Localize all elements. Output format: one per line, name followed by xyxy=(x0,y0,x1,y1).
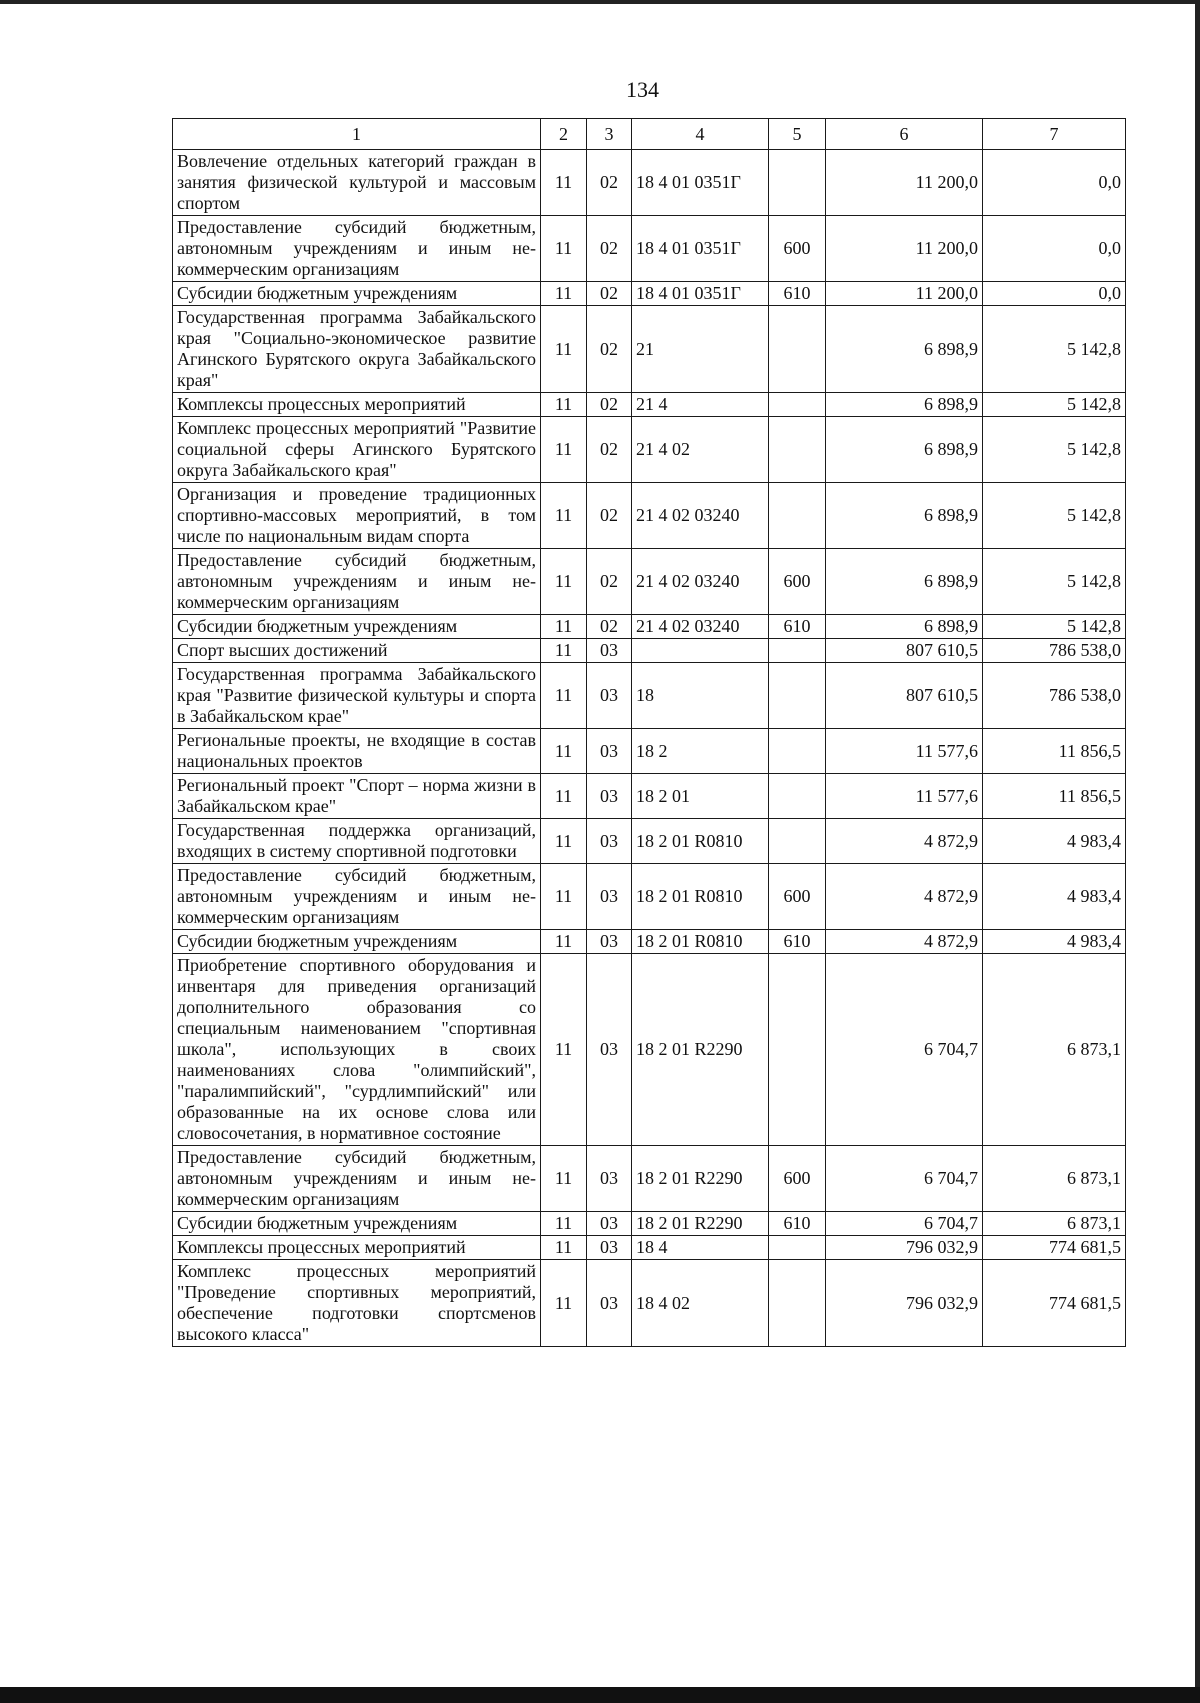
header-row xyxy=(173,119,1126,150)
table-row xyxy=(173,1236,1126,1260)
amount-year1-cell: 4 872,9 xyxy=(826,864,983,930)
target-item-cell: 21 4 02 03240 xyxy=(632,615,769,639)
section-cell: 11 xyxy=(541,1260,587,1347)
table-row xyxy=(173,930,1126,954)
expense-type-cell xyxy=(769,774,826,819)
target-item-cell: 18 2 01 R0810 xyxy=(632,930,769,954)
subsection-cell: 02 xyxy=(587,393,632,417)
table-row xyxy=(173,306,1126,393)
section-cell: 11 xyxy=(541,417,587,483)
table-row xyxy=(173,639,1126,663)
table-row xyxy=(173,1212,1126,1236)
target-item-cell: 18 2 01 R2290 xyxy=(632,954,769,1146)
scan-border-bottom xyxy=(0,1687,1200,1703)
expense-type-cell xyxy=(769,819,826,864)
amount-year2-cell: 786 538,0 xyxy=(983,663,1126,729)
expense-type-cell: 610 xyxy=(769,930,826,954)
target-item-cell: 18 xyxy=(632,663,769,729)
target-item-cell: 18 2 01 R2290 xyxy=(632,1146,769,1212)
row-name-cell: Субсидии бюджетным учреждениям xyxy=(173,930,541,954)
expense-type-cell: 610 xyxy=(769,615,826,639)
amount-year1-cell: 6 898,9 xyxy=(826,417,983,483)
table-row xyxy=(173,483,1126,549)
section-cell: 11 xyxy=(541,729,587,774)
subsection-cell: 03 xyxy=(587,1260,632,1347)
section-cell: 11 xyxy=(541,615,587,639)
amount-year2-cell: 4 983,4 xyxy=(983,819,1126,864)
target-item-cell: 21 4 02 xyxy=(632,417,769,483)
expense-type-cell: 600 xyxy=(769,216,826,282)
subsection-cell: 02 xyxy=(587,615,632,639)
section-cell: 11 xyxy=(541,393,587,417)
amount-year1-cell: 807 610,5 xyxy=(826,639,983,663)
row-name-cell: Предоставление субсидий бюджетным, автономным учреждениям и иным некоммерческим организациям xyxy=(173,1146,541,1212)
target-item-cell: 18 4 01 0351Г xyxy=(632,282,769,306)
row-name-cell: Субсидии бюджетным учреждениям xyxy=(173,615,541,639)
expense-type-cell: 610 xyxy=(769,282,826,306)
table-row xyxy=(173,417,1126,483)
amount-year2-cell: 5 142,8 xyxy=(983,306,1126,393)
subsection-cell: 03 xyxy=(587,1212,632,1236)
section-cell: 11 xyxy=(541,1236,587,1260)
section-cell: 11 xyxy=(541,663,587,729)
expense-type-cell xyxy=(769,417,826,483)
expense-type-cell xyxy=(769,663,826,729)
target-item-cell: 21 4 02 03240 xyxy=(632,483,769,549)
scan-border-right xyxy=(1195,0,1200,1703)
column-header: 6 xyxy=(826,119,983,150)
row-name-cell: Спорт высших достижений xyxy=(173,639,541,663)
amount-year1-cell: 4 872,9 xyxy=(826,819,983,864)
amount-year1-cell: 6 898,9 xyxy=(826,306,983,393)
subsection-cell: 03 xyxy=(587,819,632,864)
row-name-cell: Субсидии бюджетным учреждениям xyxy=(173,282,541,306)
target-item-cell xyxy=(632,639,769,663)
section-cell: 11 xyxy=(541,549,587,615)
section-cell: 11 xyxy=(541,774,587,819)
target-item-cell: 18 2 01 xyxy=(632,774,769,819)
subsection-cell: 03 xyxy=(587,930,632,954)
section-cell: 11 xyxy=(541,1212,587,1236)
expense-type-cell: 600 xyxy=(769,864,826,930)
target-item-cell: 18 4 02 xyxy=(632,1260,769,1347)
expense-type-cell xyxy=(769,483,826,549)
amount-year1-cell: 11 577,6 xyxy=(826,774,983,819)
table-row xyxy=(173,774,1126,819)
amount-year1-cell: 6 704,7 xyxy=(826,1212,983,1236)
row-name-cell: Государственная программа Забайкальского края "Развитие физической культуры и спорта в Забайкальском крае" xyxy=(173,663,541,729)
row-name-cell: Комплексы процессных мероприятий xyxy=(173,1236,541,1260)
target-item-cell: 21 4 02 03240 xyxy=(632,549,769,615)
amount-year1-cell: 11 577,6 xyxy=(826,729,983,774)
target-item-cell: 18 2 01 R0810 xyxy=(632,864,769,930)
expense-type-cell: 600 xyxy=(769,1146,826,1212)
subsection-cell: 03 xyxy=(587,1236,632,1260)
amount-year1-cell: 796 032,9 xyxy=(826,1236,983,1260)
row-name-cell: Региональные проекты, не входящие в состав национальных проектов xyxy=(173,729,541,774)
table-row xyxy=(173,729,1126,774)
amount-year2-cell: 5 142,8 xyxy=(983,393,1126,417)
amount-year2-cell: 11 856,5 xyxy=(983,774,1126,819)
row-name-cell: Комплексы процессных мероприятий xyxy=(173,393,541,417)
table-row xyxy=(173,1260,1126,1347)
table-row xyxy=(173,819,1126,864)
amount-year2-cell: 4 983,4 xyxy=(983,864,1126,930)
row-name-cell: Комплекс процессных мероприятий "Проведение спортивных мероприятий, обеспечение подготовки спортсменов высокого класса" xyxy=(173,1260,541,1347)
table-row xyxy=(173,1146,1126,1212)
column-header: 4 xyxy=(632,119,769,150)
row-name-cell: Организация и проведение традиционных спортивно-массовых мероприятий, в том числе по национальным видам спорта xyxy=(173,483,541,549)
subsection-cell: 03 xyxy=(587,663,632,729)
table-row xyxy=(173,954,1126,1146)
amount-year2-cell: 6 873,1 xyxy=(983,1146,1126,1212)
amount-year1-cell: 807 610,5 xyxy=(826,663,983,729)
subsection-cell: 02 xyxy=(587,282,632,306)
expense-type-cell xyxy=(769,639,826,663)
expense-type-cell xyxy=(769,729,826,774)
subsection-cell: 03 xyxy=(587,729,632,774)
table-row xyxy=(173,864,1126,930)
section-cell: 11 xyxy=(541,639,587,663)
amount-year1-cell: 11 200,0 xyxy=(826,282,983,306)
row-name-cell: Предоставление субсидий бюджетным, автономным учреждениям и иным некоммерческим организациям xyxy=(173,549,541,615)
amount-year2-cell: 5 142,8 xyxy=(983,615,1126,639)
table-row xyxy=(173,615,1126,639)
row-name-cell: Субсидии бюджетным учреждениям xyxy=(173,1212,541,1236)
target-item-cell: 18 2 01 R2290 xyxy=(632,1212,769,1236)
expense-type-cell xyxy=(769,306,826,393)
row-name-cell: Приобретение спортивного оборудования и инвентаря для приведения организаций дополнительного образования со специальным наименованием "спортивная школа", использующих в своих наименованиях слова "олимпийский", "паралимпийский", "сурдлимпийский" или образованные на их основе слова или словосочетания, в нормативное состояние xyxy=(173,954,541,1146)
subsection-cell: 03 xyxy=(587,639,632,663)
column-header: 7 xyxy=(983,119,1126,150)
budget-table xyxy=(172,118,1126,1347)
target-item-cell: 21 xyxy=(632,306,769,393)
target-item-cell: 18 4 01 0351Г xyxy=(632,216,769,282)
amount-year2-cell: 5 142,8 xyxy=(983,417,1126,483)
amount-year2-cell: 6 873,1 xyxy=(983,1212,1126,1236)
row-name-cell: Государственная поддержка организаций, входящих в систему спортивной подготовки xyxy=(173,819,541,864)
amount-year1-cell: 11 200,0 xyxy=(826,216,983,282)
table-row xyxy=(173,282,1126,306)
amount-year1-cell: 6 704,7 xyxy=(826,1146,983,1212)
row-name-cell: Предоставление субсидий бюджетным, автономным учреждениям и иным некоммерческим организациям xyxy=(173,216,541,282)
scan-border-top xyxy=(0,0,1200,4)
table-row xyxy=(173,663,1126,729)
amount-year1-cell: 6 898,9 xyxy=(826,483,983,549)
expense-type-cell xyxy=(769,150,826,216)
amount-year1-cell: 4 872,9 xyxy=(826,930,983,954)
expense-type-cell xyxy=(769,1236,826,1260)
expense-type-cell xyxy=(769,393,826,417)
column-header: 1 xyxy=(173,119,541,150)
row-name-cell: Государственная программа Забайкальского края "Социально-экономическое развитие Агинского Бурятского округа Забайкальского края" xyxy=(173,306,541,393)
amount-year2-cell: 0,0 xyxy=(983,150,1126,216)
amount-year2-cell: 6 873,1 xyxy=(983,954,1126,1146)
amount-year1-cell: 11 200,0 xyxy=(826,150,983,216)
amount-year2-cell: 0,0 xyxy=(983,282,1126,306)
amount-year2-cell: 11 856,5 xyxy=(983,729,1126,774)
column-header: 2 xyxy=(541,119,587,150)
section-cell: 11 xyxy=(541,483,587,549)
amount-year1-cell: 6 898,9 xyxy=(826,549,983,615)
table-row xyxy=(173,216,1126,282)
section-cell: 11 xyxy=(541,930,587,954)
row-name-cell: Вовлечение отдельных категорий граждан в занятия физической культурой и массовым спортом xyxy=(173,150,541,216)
subsection-cell: 02 xyxy=(587,216,632,282)
expense-type-cell: 610 xyxy=(769,1212,826,1236)
amount-year2-cell: 786 538,0 xyxy=(983,639,1126,663)
table-row xyxy=(173,150,1126,216)
target-item-cell: 18 4 xyxy=(632,1236,769,1260)
section-cell: 11 xyxy=(541,1146,587,1212)
row-name-cell: Комплекс процессных мероприятий "Развитие социальной сферы Агинского Бурятского округа Забайкальского края" xyxy=(173,417,541,483)
amount-year2-cell: 774 681,5 xyxy=(983,1260,1126,1347)
table-body xyxy=(173,150,1126,1347)
section-cell: 11 xyxy=(541,819,587,864)
section-cell: 11 xyxy=(541,282,587,306)
target-item-cell: 18 2 01 R0810 xyxy=(632,819,769,864)
section-cell: 11 xyxy=(541,954,587,1146)
section-cell: 11 xyxy=(541,864,587,930)
subsection-cell: 02 xyxy=(587,549,632,615)
expense-type-cell xyxy=(769,954,826,1146)
subsection-cell: 03 xyxy=(587,954,632,1146)
amount-year2-cell: 5 142,8 xyxy=(983,549,1126,615)
amount-year2-cell: 0,0 xyxy=(983,216,1126,282)
target-item-cell: 18 4 01 0351Г xyxy=(632,150,769,216)
subsection-cell: 02 xyxy=(587,483,632,549)
row-name-cell: Региональный проект "Спорт – норма жизни в Забайкальском крае" xyxy=(173,774,541,819)
amount-year1-cell: 6 898,9 xyxy=(826,615,983,639)
subsection-cell: 03 xyxy=(587,774,632,819)
subsection-cell: 03 xyxy=(587,864,632,930)
row-name-cell: Предоставление субсидий бюджетным, автономным учреждениям и иным некоммерческим организациям xyxy=(173,864,541,930)
amount-year2-cell: 5 142,8 xyxy=(983,483,1126,549)
subsection-cell: 02 xyxy=(587,150,632,216)
subsection-cell: 02 xyxy=(587,306,632,393)
target-item-cell: 18 2 xyxy=(632,729,769,774)
expense-type-cell: 600 xyxy=(769,549,826,615)
expense-type-cell xyxy=(769,1260,826,1347)
amount-year2-cell: 4 983,4 xyxy=(983,930,1126,954)
amount-year1-cell: 6 898,9 xyxy=(826,393,983,417)
subsection-cell: 03 xyxy=(587,1146,632,1212)
target-item-cell: 21 4 xyxy=(632,393,769,417)
section-cell: 11 xyxy=(541,150,587,216)
amount-year1-cell: 796 032,9 xyxy=(826,1260,983,1347)
column-header: 5 xyxy=(769,119,826,150)
amount-year2-cell: 774 681,5 xyxy=(983,1236,1126,1260)
page-number: 134 xyxy=(626,77,659,102)
table-row xyxy=(173,549,1126,615)
table-row xyxy=(173,393,1126,417)
column-header: 3 xyxy=(587,119,632,150)
subsection-cell: 02 xyxy=(587,417,632,483)
section-cell: 11 xyxy=(541,306,587,393)
amount-year1-cell: 6 704,7 xyxy=(826,954,983,1146)
section-cell: 11 xyxy=(541,216,587,282)
